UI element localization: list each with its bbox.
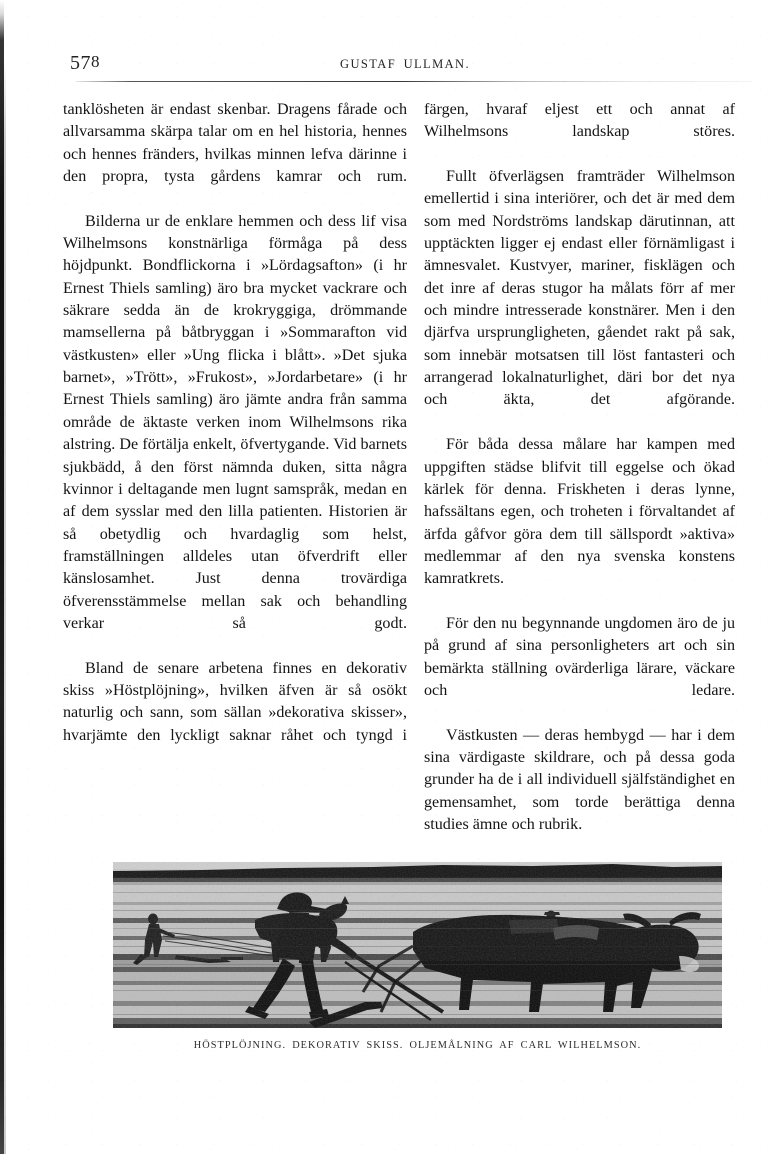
running-head [60,52,750,86]
scan-gutter-shadow-inner [4,60,6,1154]
illustration-plate [113,862,722,1028]
text-column-right [424,99,735,836]
paragraph: Bland de senare arbetena finnes en dekorativ skiss »Höstplöjning», hvilken äfven är så osökt naturlig och sann, som sällan »dekorativa skisser», hvarjämte den lyckligt saknar råhet och tyngd i [63,659,407,744]
page-number-main: 57 [70,52,91,74]
paragraph: Bilderna ur de enklare hemmen och dess lif visa Wilhelmsons konstnärliga förmåga på dess höjdpunkt. Bondflickorna i »Lördagsafton» (i hr Ernest Thiels samling) äro bra mycket vackrare och säkrare sedda än de krokryggiga, drömmande mamsellerna på båtbryggan i »Sommarafton vid västkusten» eller »Ung flicka i blått». »Det sjuka barnet», »Trött», »Frukost», »Jordarbetare» (i hr Ernest Thiels samling) äro jämte andra från samma område de äktaste verken inom Wilhelmsons rika alstring. De förtälja enkelt, öfvertygande. Vid barnets sjukbädd, å den först nämnda duken, sitta några kvinnor i deltagande men lugnt samspråk, medan en af dem sysslar med den lilla patienten. Historien är så obetydlig och hvardaglig som helst, framställningen alldeles utan öfverdrift eller känslosamhet. Just denna trovärdiga öfverensstämmelse mellan sak och behandling verkar så godt. [63,212,407,632]
text-column-left [63,99,407,769]
paragraph: För båda dessa målare har kampen med uppgiften städse blifvit till eggelse och ökad kärlek för denna. Friskheten i deras lynne, hafssältans egen, och troheten i förvaltandet af ärfda gåfvor göra dem till sällspordt »aktiva» medlemmar af den nya svenska konstens kamratkrets. [424,436,735,588]
autumn-ploughing-halftone-image [113,862,722,1028]
plate-caption: HÖSTPLÖJNING. DEKORATIV SKISS. OLJEMÅLNING AF CARL WILHELMSON. [193,1040,642,1051]
header-rule [76,81,752,82]
paragraph: färgen, hvaraf eljest ett och annat af Wilhelmsons landskap störes. [424,101,735,141]
paragraph: tanklösheten är endast skenbar. Dragens fårade och allvarsamma skärpa talar om en hel historia, hennes och hennes fränders, hvilkas minnen lefva därinne i den propra, tysta gårdens kamrar och rum. [63,101,407,186]
paragraph: För den nu begynnande ungdomen äro de ju på grund af sina personligheters art och sin bemärkta ställning ovärderliga lärare, väckare och ledare. [424,614,735,699]
running-head-title: GUSTAF ULLMAN. [340,57,470,71]
paragraph: Fullt öfverlägsen framträder Wilhelmson emellertid i sina interiörer, och det är med dem som med Nordströms landskap därutinnan, att upptäckten ligger ej endast eller förnämligast i ämnesvalet. Kustvyer, mariner, fisklägen och det inre af deras stugor ha målats förr af mer och mindre intresserade konstnärer. Men i den djärfva ursprungligheten, gåendet rakt på sak, som innebär motsatsen till löst fantasteri och arrangerad lokalnaturlighet, däri bor det nya och äkta, det afgörande. [424,168,735,409]
paragraph: Västkusten — deras hembygd — har i dem sina värdigaste skildrare, och på dessa goda grunder ha de i all individuell själfständighet en gemensamhet, som torde berättiga denna studies ämne och rubrik. [424,726,735,833]
page-number-sup: 8 [91,52,100,71]
halftone-grain-sky [113,884,722,954]
